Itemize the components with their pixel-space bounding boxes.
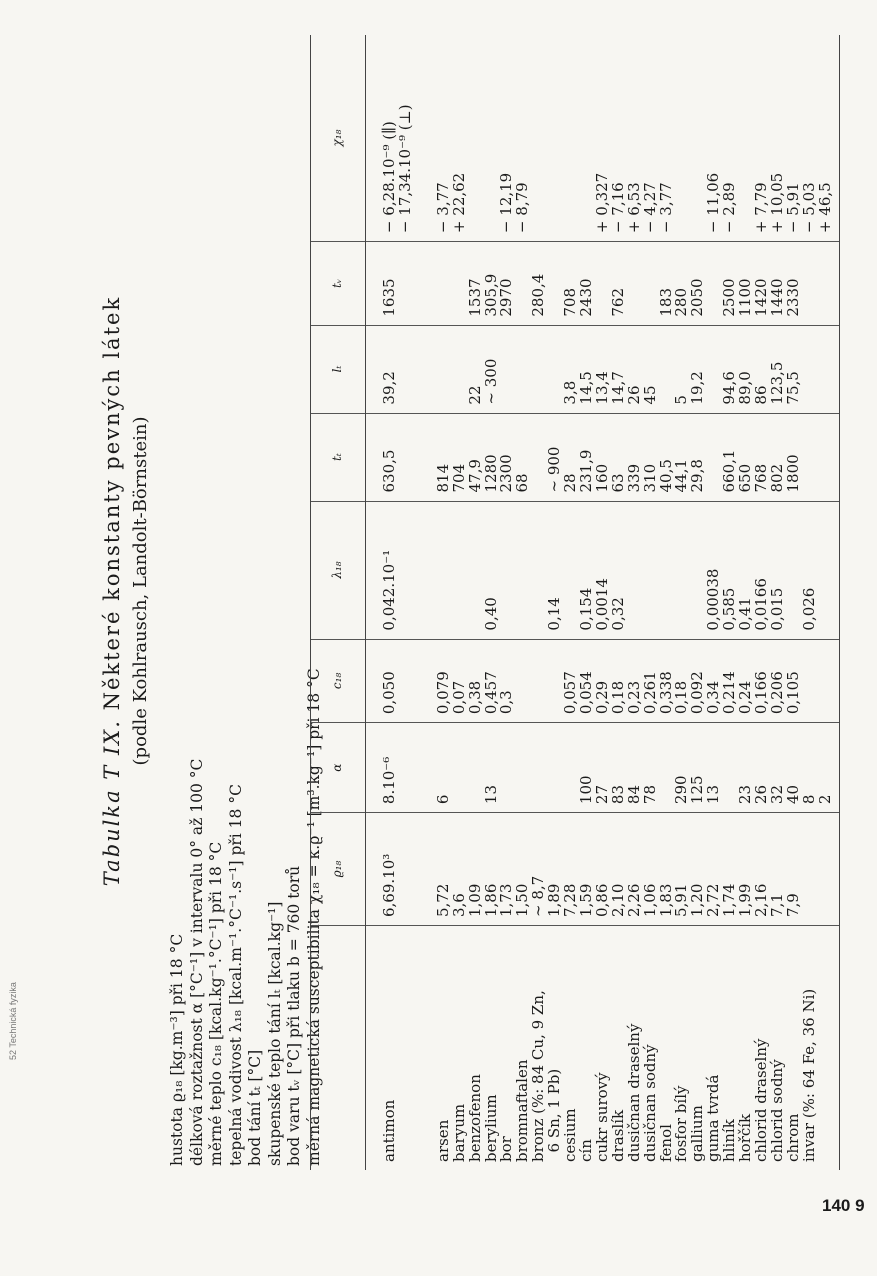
header-susceptibility: χ₁₈	[311, 35, 366, 242]
table-title	[100, 16, 151, 1166]
header-fusion-heat: lₜ	[311, 325, 366, 413]
legend-line: měrné teplo c₁₈ [kcal.kg⁻¹.°C⁻¹] při 18 °C	[207, 841, 225, 1166]
table-body-rows	[420, 35, 840, 1170]
cell-specific-heat: 0,050	[366, 639, 420, 723]
cell-expansion: 8.10⁻⁶	[366, 723, 420, 813]
header-conductivity: λ₁₈	[311, 501, 366, 639]
legend-line: délková roztažnost α [°C⁻¹] v intervalu 0° až 100 °C	[187, 758, 206, 1166]
legend-line: bod varu tᵥ [°C] při tlaku b = 760 torů	[285, 865, 303, 1166]
table-source: (podle Kohlrausch, Landolt-Börnstein)	[130, 416, 151, 766]
symbol-legend	[168, 668, 324, 1166]
header-melting-point: tₜ	[311, 413, 366, 501]
column-boiling-point: 1537 305,9 2970 280,4 708 2430 762 183 280 2050 2500 1100 1420 1440 2330	[420, 242, 840, 326]
header-density: ϱ₁₈	[311, 813, 366, 926]
corner-note: 52 Technická fyzika	[8, 982, 18, 1060]
header-specific-heat: c₁₈	[311, 639, 366, 723]
column-fusion-heat: 22 ~ 300 3,8 14,5 13,4 14,7 26 45 5 19,2 94,6 89,0 86 123,5 75,5	[420, 325, 840, 413]
header-expansion: α	[311, 723, 366, 813]
legend-line: tepelná vodivost λ₁₈ [kcal.m⁻¹.°C⁻¹.s⁻¹] při 18 °C	[226, 784, 245, 1166]
column-melting-point: 814 704 47,9 1280 2300 68 ~ 900 28 231,9 160 63 339 310 40,5 44,1 29,8 660,1 650 768 802 1800	[420, 413, 840, 501]
column-susceptibility: − 3,77 + 22,62 − 12,19 − 8,79 + 0,327 − 7,16 + 6,53 − 4,27 − 3,77 − 11,06 − 2,89 + 7,79 + 10,05 − 5,91 − 5,03 + 46,5	[420, 35, 840, 242]
column-expansion: 6 13 100 27 83 84 78 290 125 13 23 26 32 40 8 2	[420, 723, 840, 813]
page-number: 140 9	[822, 1196, 865, 1215]
table-title-text: Některé konstanty pevných látek	[100, 295, 124, 711]
cell-susceptibility: − 6,28.10⁻⁹ (∥) − 17,34.10⁻⁹ (⊥)	[366, 35, 420, 242]
cell-material: antimon	[380, 1099, 398, 1162]
column-materials: arsen baryum benzofenon berylium bor bromnaftalen bronz (%: 84 Cu, 9 Zn, 6 Sn, 1 Pb) cesium cín cukr surový draslík dusičnan draselný dusičnan sodný fenol fosfor bílý gallium guma tvrdá hliník hořčík chlorid draselný chlorid sodný chrom invar (%: 64 Fe, 36 Ni)	[420, 926, 840, 1171]
table-title-prefix: Tabulka T IX.	[100, 719, 124, 887]
cell-density: 6,69.10³	[366, 813, 420, 926]
legend-line: skupenské teplo tání lₜ [kcal.kg⁻¹]	[265, 901, 284, 1166]
column-specific-heat: 0,079 0,07 0,38 0,457 0,3 0,057 0,054 0,29 0,18 0,23 0,261 0,338 0,18 0,092 0,34 0,214 0,24 0,166 0,206 0,105	[420, 639, 840, 723]
header-material	[311, 926, 366, 1171]
column-density: 5,72 3,6 1,09 1,86 1,73 1,50 ~ 8,7 1,89 7,28 1,59 0,86 2,10 2,26 1,06 1,83 5,91 1,20 2,72 1,74 1,99 2,16 7,1 7,9	[420, 813, 840, 926]
header-boiling-point: tᵥ	[311, 242, 366, 326]
legend-line: měrná magnetická susceptibilita χ₁₈ = κ.ϱ⁻¹ [m³.kg⁻¹] při 18 °C	[304, 668, 323, 1166]
legend-line: hustota ϱ₁₈ [kg.m⁻³] při 18 °C	[168, 933, 186, 1166]
cell-conductivity: 0,042.10⁻¹	[366, 501, 420, 639]
table-header-row	[311, 35, 366, 1170]
legend-line: bod tání tₜ [°C]	[246, 1049, 264, 1166]
cell-boiling-point: 1635	[366, 242, 420, 326]
column-conductivity: 0,40 0,14 0,154 0,0014 0,32 0,00038 0,585 0,41 0,0166 0,015 0,026	[420, 501, 840, 639]
cell-fusion-heat: 39,2	[366, 325, 420, 413]
table-row-antimon	[366, 35, 420, 1170]
cell-melting-point: 630,5	[366, 413, 420, 501]
constants-table	[310, 35, 840, 1170]
